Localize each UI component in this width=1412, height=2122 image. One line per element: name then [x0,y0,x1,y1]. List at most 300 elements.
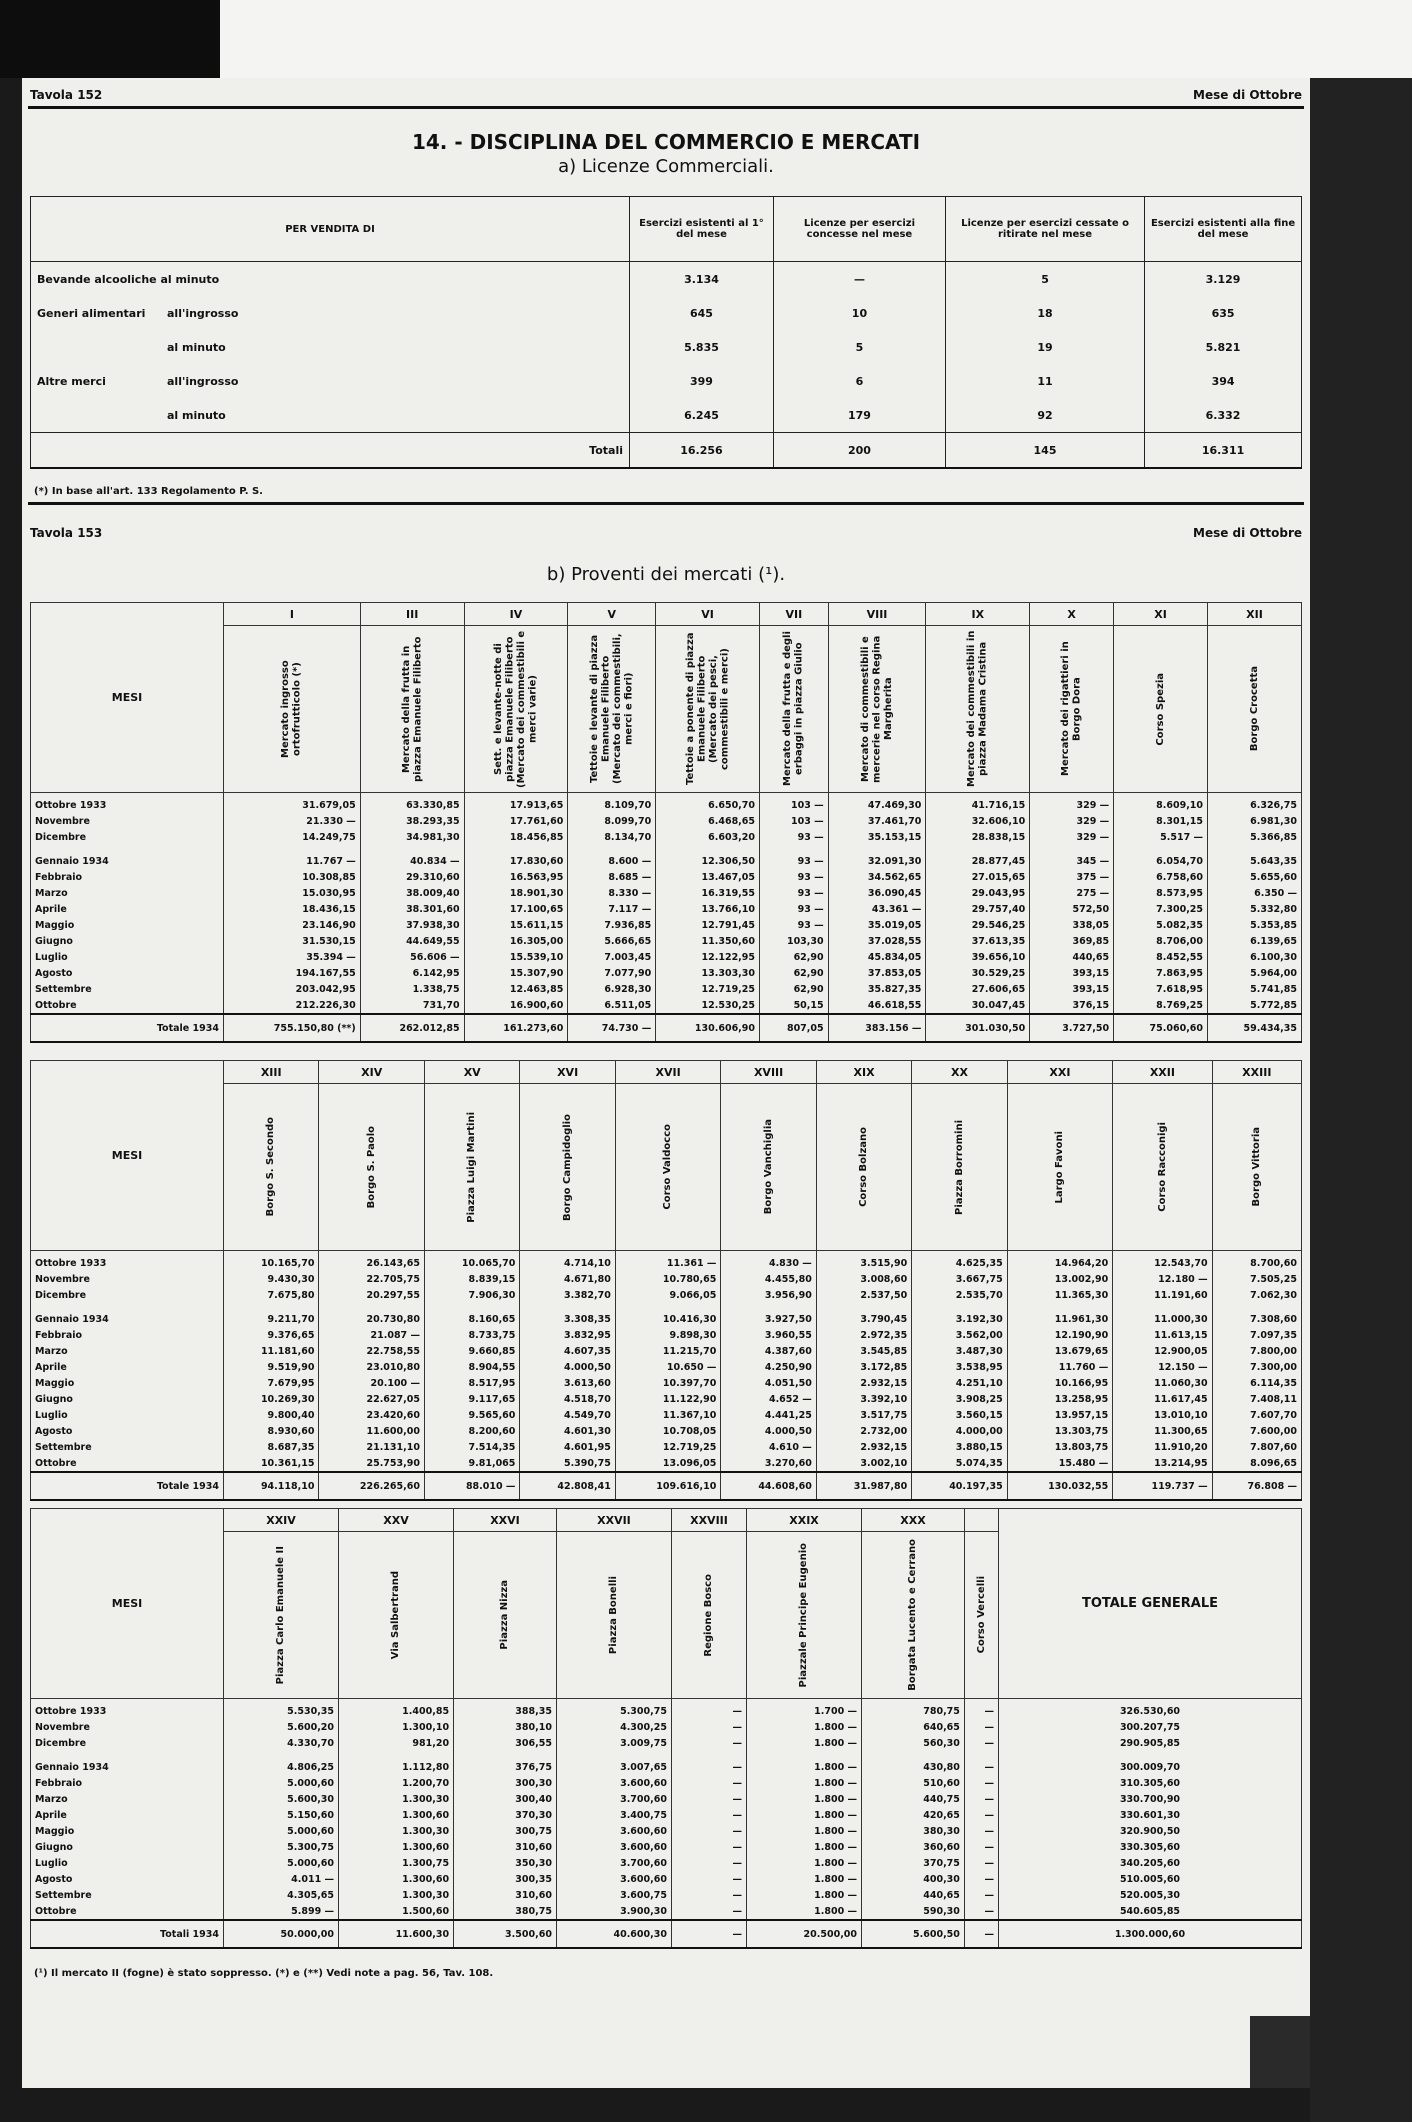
total-value: 145 [945,433,1144,469]
total-value: 50.000,00 [224,1920,339,1948]
cell-value: 7.300,00 [1212,1359,1301,1375]
cell-value: 330.305,60 [999,1839,1302,1855]
cell-value: 16.563,95 [464,869,568,885]
cell-value: — [964,1719,998,1735]
market-number: XXVI [454,1509,557,1532]
cell-value: 4.601,95 [520,1439,615,1455]
market-name [360,626,464,793]
row-label [31,296,630,330]
cell-value: 7.863,95 [1114,965,1208,981]
cell-value: — [671,1855,746,1871]
cell-value: 5.517 — [1114,829,1208,845]
market-name-text: Borgo S. Secondo [265,1117,277,1217]
table-row [31,1839,1302,1855]
month-label: Maggio [31,1375,224,1391]
cell-value: 5.899 — [224,1903,339,1920]
cell-value: 3.927,50 [721,1311,816,1327]
cell-value: 340.205,60 [999,1855,1302,1871]
market-name [964,1532,998,1699]
total-value: 3.500,60 [454,1920,557,1948]
market-number: XX [912,1061,1007,1084]
cell-value: — [671,1823,746,1839]
month-label: Novembre [31,1271,224,1287]
cell-value: 430,80 [862,1759,965,1775]
cell-value: 27.015,65 [926,869,1030,885]
cell-value: 3.008,60 [816,1271,911,1287]
cell-value: 3.270,60 [721,1455,816,1472]
total-label: Totale 1934 [31,1472,224,1500]
total-value: 755.150,80 (**) [224,1014,361,1042]
market-number: XXVIII [671,1509,746,1532]
market-name-text: Borgo Crocetta [1248,666,1260,752]
cell-value: 510.005,60 [999,1871,1302,1887]
cell-value: 12.791,45 [656,917,760,933]
cell-value: 8.769,25 [1114,997,1208,1014]
cell-value: 376,75 [454,1759,557,1775]
cell-value: 981,20 [339,1735,454,1751]
market-name [671,1532,746,1699]
cell-value: 329 — [1030,829,1114,845]
cell-value: 6.054,70 [1114,853,1208,869]
cell-value: 18.436,15 [224,901,361,917]
cell-value: 10.708,05 [615,1423,721,1439]
table-row [31,1439,1302,1455]
table-row [31,1903,1302,1920]
cell-value: 4.455,80 [721,1271,816,1287]
total-generale-header: TOTALE GENERALE [999,1509,1302,1699]
market-name [828,626,926,793]
cell-value: 6.142,95 [360,965,464,981]
cell-value: — [964,1699,998,1720]
col-header: Esercizi esistenti alla fine del mese [1145,197,1302,262]
market-number: III [360,603,464,626]
cell-value: 1.800 — [747,1807,862,1823]
market-name [721,1084,816,1251]
cell-value: 8.134,70 [568,829,656,845]
cell-value: 9.800,40 [224,1407,319,1423]
total-value: 200 [773,433,945,469]
month-label: Ottobre 1933 [31,793,224,814]
total-row [31,433,1302,469]
table-row [31,1759,1302,1775]
cell-value: 12.719,25 [615,1439,721,1455]
market-name-text: Tettoie a ponente di piazza Emanuele Filiberto (Mercato dei pesci, commestibili e merci) [684,632,731,786]
cell-value: 5.655,60 [1208,869,1302,885]
market-name-text: Borgo Vanchiglia [762,1119,774,1215]
total-value: 76.808 — [1212,1472,1301,1500]
cell-value: 20.100 — [319,1375,425,1391]
cell-value: 7.607,70 [1212,1407,1301,1423]
market-name [1208,626,1302,793]
mesi-header: MESI [31,603,224,793]
market-name [224,1084,319,1251]
cell-value: 37.938,30 [360,917,464,933]
cell-value: 5.353,85 [1208,917,1302,933]
cell-value: 8.706,00 [1114,933,1208,949]
table-row [31,1287,1302,1303]
cell-value: 10.361,15 [224,1455,319,1472]
market-name-text: Via Salbertrand [390,1570,402,1660]
market-name-text: Piazza Bonelli [608,1575,620,1655]
table-row [31,1359,1302,1375]
document-page [22,78,1310,2088]
cell-value: 32.606,10 [926,813,1030,829]
cell-value: 11.365,30 [1007,1287,1113,1303]
cell-value: 28.877,45 [926,853,1030,869]
cell-value: 11.613,15 [1113,1327,1212,1343]
market-name-text: Piazza Luigi Martini [466,1111,478,1223]
total-value: 301.030,50 [926,1014,1030,1042]
cell-value: 93 — [760,853,829,869]
total-value: 20.500,00 [747,1920,862,1948]
cell-value: 12.543,70 [1113,1251,1212,1272]
market-number: XII [1208,603,1302,626]
cell-value: 5.000,60 [224,1775,339,1791]
cell-value: 393,15 [1030,981,1114,997]
market-name [912,1084,1007,1251]
col-header: Licenze per esercizi cessate o ritirate nel mese [945,197,1144,262]
market-number: XXIX [747,1509,862,1532]
cell-value: 35.153,15 [828,829,926,845]
cell-value: 1.300,30 [339,1823,454,1839]
total-value: 40.600,30 [556,1920,671,1948]
cell-value: 4.251,10 [912,1375,1007,1391]
row-sublabel: al minuto [167,408,226,422]
cell-value: 3.515,90 [816,1251,911,1272]
cell-value: — [964,1839,998,1855]
month-label: Gennaio 1934 [31,1311,224,1327]
market-name-text: Tettoie e levante di piazza Emanuele Filiberto (Mercato dei commestibili, merci e fiori) [588,633,635,785]
cell-value: 11.367,10 [615,1407,721,1423]
market-name [464,626,568,793]
cell-value: 3.192,30 [912,1311,1007,1327]
cell-value: — [964,1735,998,1751]
table-row [31,1455,1302,1472]
table-row [31,1775,1302,1791]
cell-value: 8.452,55 [1114,949,1208,965]
market-number: XXI [1007,1061,1113,1084]
cell-value: 5.300,75 [556,1699,671,1720]
cell-value: 11.215,70 [615,1343,721,1359]
cell-value: 12.122,95 [656,949,760,965]
cell-value: 6.139,65 [1208,933,1302,949]
table-row [31,885,1302,901]
cell-value: 1.800 — [747,1903,862,1920]
cell-value: — [964,1807,998,1823]
cell-value: 2.537,50 [816,1287,911,1303]
cell-value: 103 — [760,793,829,814]
total-value: 5.600,50 [862,1920,965,1948]
market-name-text: Piazza Carlo Emanuele II [275,1545,287,1685]
market-number: VI [656,603,760,626]
cell-value: 13.766,10 [656,901,760,917]
cell-value: 350,30 [454,1855,557,1871]
cell-value: 4.830 — [721,1251,816,1272]
cell-value: 34.562,65 [828,869,926,885]
month-label: Gennaio 1934 [31,1759,224,1775]
cell-value: 93 — [760,885,829,901]
cell-value: 4.387,60 [721,1343,816,1359]
scan-shadow [1250,2016,1310,2088]
cell-value: — [964,1887,998,1903]
total-value: 16.256 [630,433,774,469]
cell-value: — [671,1903,746,1920]
cell-value: 13.002,90 [1007,1271,1113,1287]
cell-value: 1.300,30 [339,1887,454,1903]
cell-value: 3.308,35 [520,1311,615,1327]
cell-value: 8.600 — [568,853,656,869]
total-value: 130.032,55 [1007,1472,1113,1500]
month-label: Settembre [31,1439,224,1455]
cell-value: 4.441,25 [721,1407,816,1423]
cell-value: 7.062,30 [1212,1287,1301,1303]
cell-value: 10.397,70 [615,1375,721,1391]
market-name [747,1532,862,1699]
cell-value: 21.330 — [224,813,361,829]
month-label: Luglio [31,949,224,965]
table-row [31,1871,1302,1887]
cell-value: 103,30 [760,933,829,949]
row-label [31,330,630,364]
month-label: Maggio [31,917,224,933]
cell-value: 4.250,90 [721,1359,816,1375]
market-number: VII [760,603,829,626]
cell-value: 329 — [1030,793,1114,814]
cell-value: 306,55 [454,1735,557,1751]
cell-value: 1.800 — [747,1855,862,1871]
cell-value: 62,90 [760,949,829,965]
cell-value: 7.600,00 [1212,1423,1301,1439]
top-rule [28,106,1304,109]
cell-value: 6.603,20 [656,829,760,845]
month-label: Luglio [31,1407,224,1423]
cell-value: 22.758,55 [319,1343,425,1359]
table-row [31,793,1302,814]
cell-value: 4.610 — [721,1439,816,1455]
cell-value: 45.834,05 [828,949,926,965]
month-label: Gennaio 1934 [31,853,224,869]
cell-value: 3.613,60 [520,1375,615,1391]
cell-value: 23.010,80 [319,1359,425,1375]
cell-value: 7.514,35 [424,1439,519,1455]
table-row [31,965,1302,981]
cell-value: 5.300,75 [224,1839,339,1855]
cell-value: 37.853,05 [828,965,926,981]
market-number-blank [964,1509,998,1532]
table-number-a: Tavola 152 [30,88,103,102]
cell-value: 8.099,70 [568,813,656,829]
cell-value: 3.960,55 [721,1327,816,1343]
cell-value: 5.000,60 [224,1823,339,1839]
table-row [31,364,1302,398]
cell-value: 300,40 [454,1791,557,1807]
cell-value: 4.051,50 [721,1375,816,1391]
cell-value: 5.000,60 [224,1855,339,1871]
cell-value: 23.420,60 [319,1407,425,1423]
section-b-title: b) Proventi dei mercati (¹). [546,564,786,585]
total-value: 130.606,90 [656,1014,760,1042]
cell-value: 8.573,95 [1114,885,1208,901]
cell-value: 345 — [1030,853,1114,869]
cell-value: 7.077,90 [568,965,656,981]
cell-value: 6.326,75 [1208,793,1302,814]
cell-value: 1.800 — [747,1775,862,1791]
table-row [31,917,1302,933]
cell-value: 18 [945,296,1144,330]
cell-value: 10.416,30 [615,1311,721,1327]
market-number: IX [926,603,1030,626]
cell-value: 399 [630,364,774,398]
month-label: Giugno [31,1391,224,1407]
cell-value: 11 [945,364,1144,398]
cell-value: — [773,262,945,297]
cell-value: 360,60 [862,1839,965,1855]
month-label: Dicembre [31,1287,224,1303]
cell-value: 6.245 [630,398,774,433]
cell-value: 44.649,55 [360,933,464,949]
market-number: V [568,603,656,626]
market-name [862,1532,965,1699]
cell-value: 440,65 [1030,949,1114,965]
cell-value: 731,70 [360,997,464,1014]
market-name [1212,1084,1301,1251]
cell-value: 1.800 — [747,1887,862,1903]
cell-value: 194.167,55 [224,965,361,981]
page-title: 14. - DISCIPLINA DEL COMMERCIO E MERCATI [411,130,921,154]
market-name-text: Largo Favoni [1054,1130,1066,1204]
cell-value: 3.009,75 [556,1735,671,1751]
market-name [1113,1084,1212,1251]
cell-value: 92 [945,398,1144,433]
footnote-a: (*) In base all'art. 133 Regolamento P. S. [34,486,263,497]
cell-value: 31.679,05 [224,793,361,814]
cell-value: 560,30 [862,1735,965,1751]
cell-value: 1.112,80 [339,1759,454,1775]
cell-value: 23.146,90 [224,917,361,933]
cell-value: 310,60 [454,1839,557,1855]
cell-value: 4.806,25 [224,1759,339,1775]
table-row [31,1823,1302,1839]
cell-value: 590,30 [862,1903,965,1920]
table-row [31,1807,1302,1823]
cell-value: 5.082,35 [1114,917,1208,933]
cell-value: 780,75 [862,1699,965,1720]
table-row [31,1423,1302,1439]
cell-value: 3.600,60 [556,1823,671,1839]
cell-value: 10.780,65 [615,1271,721,1287]
month-label: Ottobre [31,997,224,1014]
cell-value: 8.301,15 [1114,813,1208,829]
cell-value: 338,05 [1030,917,1114,933]
market-name [1007,1084,1113,1251]
cell-value: 300.207,75 [999,1719,1302,1735]
month-label: Febbraio [31,1327,224,1343]
cell-value: 330.601,30 [999,1807,1302,1823]
cell-value: 1.300,60 [339,1839,454,1855]
cell-value: 56.606 — [360,949,464,965]
scan-page-top [220,0,1412,78]
cell-value: 9.519,90 [224,1359,319,1375]
cell-value: 1.300,10 [339,1719,454,1735]
market-number: X [1030,603,1114,626]
total-label: Totali [31,433,630,469]
cell-value: 8.687,35 [224,1439,319,1455]
month-label: Ottobre 1933 [31,1251,224,1272]
table-row [31,1343,1302,1359]
cell-value: — [964,1903,998,1920]
cell-value: 8.930,60 [224,1423,319,1439]
cell-value: 4.000,00 [912,1423,1007,1439]
cell-value: 510,60 [862,1775,965,1791]
cell-value: 6.100,30 [1208,949,1302,965]
cell-value: 2.535,70 [912,1287,1007,1303]
cell-value: 8.685 — [568,869,656,885]
cell-value: 329 — [1030,813,1114,829]
cell-value: 3.700,60 [556,1855,671,1871]
cell-value: 380,30 [862,1823,965,1839]
cell-value: 1.338,75 [360,981,464,997]
month-label: Ottobre 1933 [31,1699,224,1720]
cell-value: 5 [945,262,1144,297]
cell-value: 1.800 — [747,1719,862,1735]
cell-value: 6.928,30 [568,981,656,997]
cell-value: 2.932,15 [816,1375,911,1391]
market-name-text: Corso Valdocco [662,1124,674,1210]
month-label: Aprile [31,1359,224,1375]
market-number: XXV [339,1509,454,1532]
table-row [31,1311,1302,1327]
market-name-text: Borgo Vittoria [1251,1127,1263,1207]
cell-value: 7.408,11 [1212,1391,1301,1407]
market-number: XVI [520,1061,615,1084]
cell-value: — [964,1791,998,1807]
cell-value: 6.350 — [1208,885,1302,901]
cell-value: 36.090,45 [828,885,926,901]
cell-value: 300,75 [454,1823,557,1839]
cell-value: 8.839,15 [424,1271,519,1287]
cell-value: 11.191,60 [1113,1287,1212,1303]
table-row [31,933,1302,949]
cell-value: 11.961,30 [1007,1311,1113,1327]
cell-value: 15.539,10 [464,949,568,965]
cell-value: 5.530,35 [224,1699,339,1720]
cell-value: 3.880,15 [912,1439,1007,1455]
cell-value: 2.932,15 [816,1439,911,1455]
cell-value: — [671,1775,746,1791]
month-label: Maggio [31,1823,224,1839]
month-label: Agosto [31,1423,224,1439]
cell-value: 5.150,60 [224,1807,339,1823]
month-label: Luglio [31,1855,224,1871]
cell-value: — [964,1855,998,1871]
total-value: 31.987,80 [816,1472,911,1500]
section-a-title: a) Licenze Commerciali. [558,156,774,177]
market-name-text: Borgo Campidoglio [561,1113,573,1221]
cell-value: — [671,1759,746,1775]
total-value: 16.311 [1145,433,1302,469]
cell-value: 1.400,85 [339,1699,454,1720]
table-row [31,262,1302,297]
cell-value: 4.000,50 [520,1359,615,1375]
cell-value: 11.361 — [615,1251,721,1272]
cell-value: 1.800 — [747,1735,862,1751]
month-label: Agosto [31,965,224,981]
market-name [1030,626,1114,793]
cell-value: 3.400,75 [556,1807,671,1823]
cell-value: 4.549,70 [520,1407,615,1423]
cell-value: 12.180 — [1113,1271,1212,1287]
cell-value: 9.660,85 [424,1343,519,1359]
